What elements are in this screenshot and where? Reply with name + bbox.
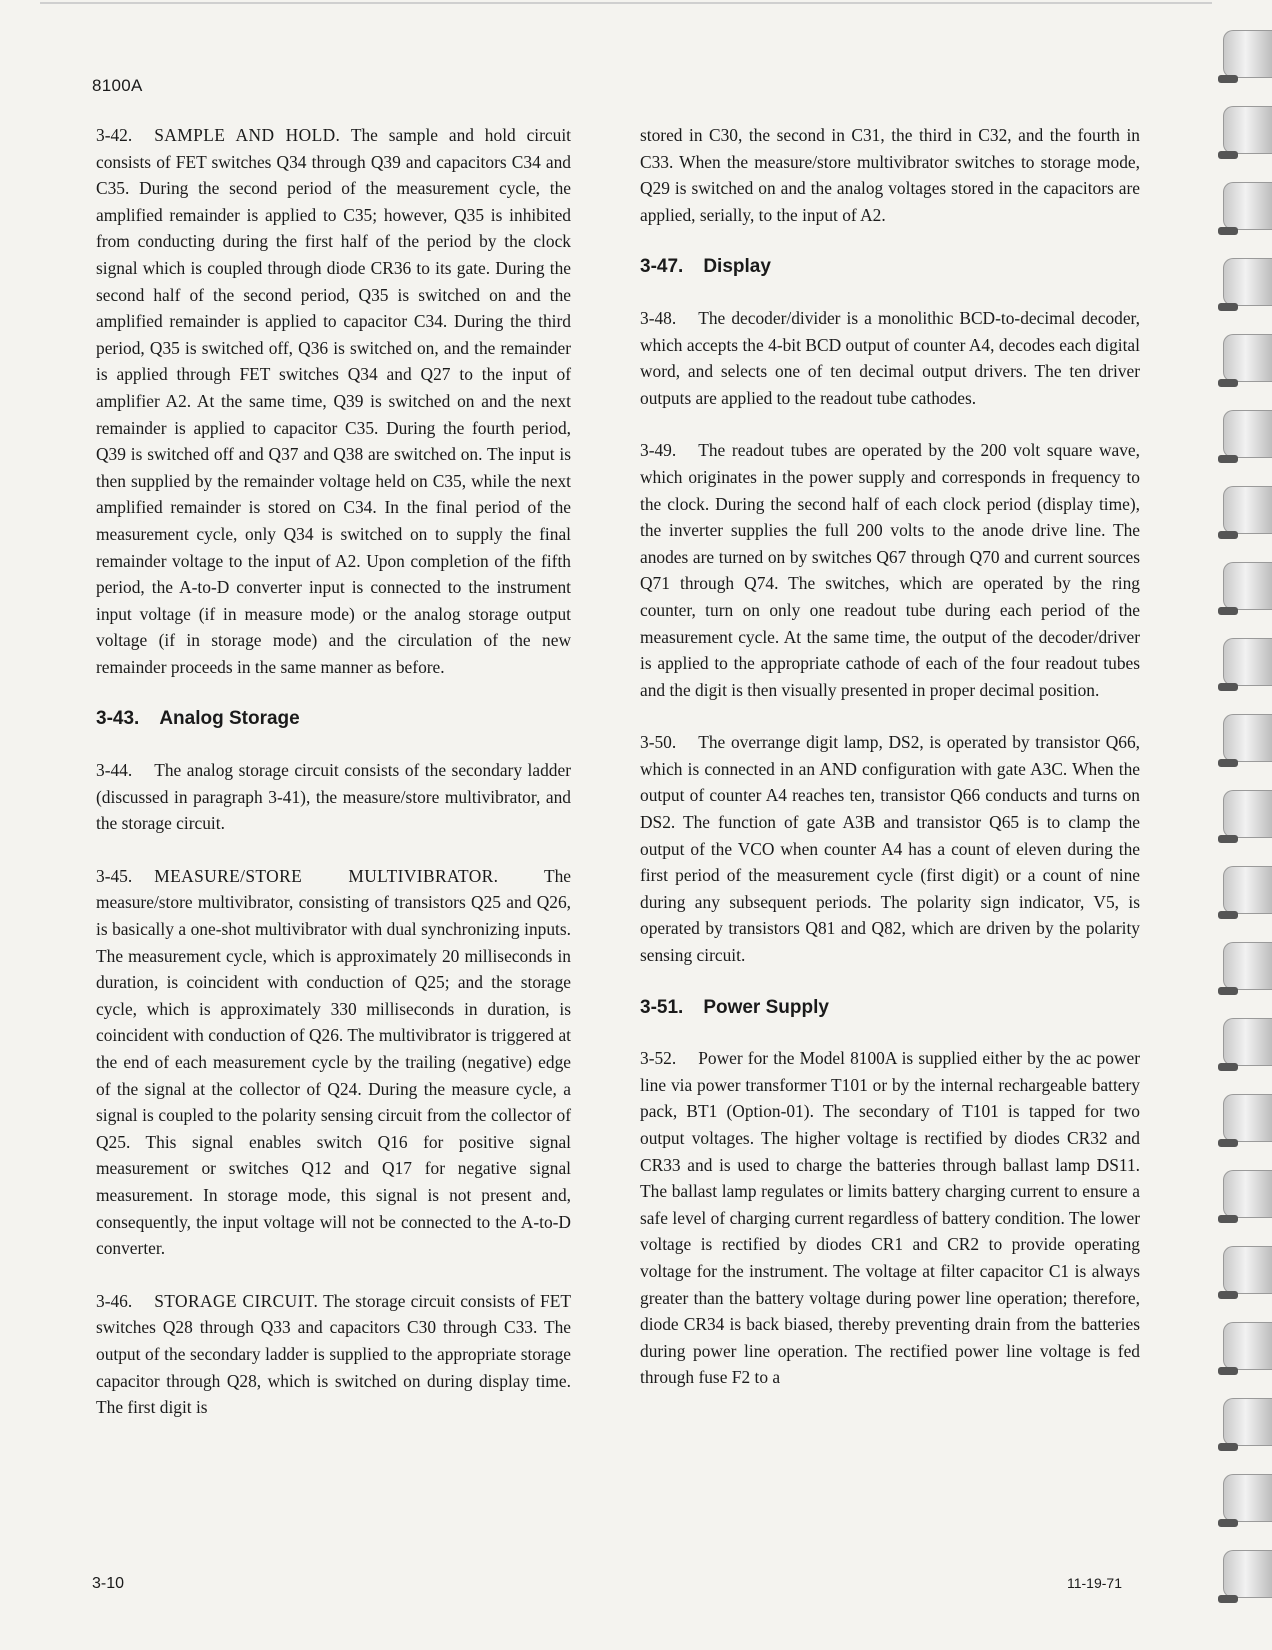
section-title: Analog Storage: [159, 708, 300, 730]
binding-ring: [1223, 1094, 1272, 1142]
paragraph-3-46: [96, 1288, 571, 1421]
paragraph-text: stored in C30, the second in C31, the third in C32, and the fourth in C33. When the measure/store multivibrator switches to storage mode, Q29 is switched on and the analog voltages stored in the capacitors are applied, serially, to the input of A2.: [640, 125, 1140, 225]
paragraph-text: The analog storage circuit consists of the secondary ladder (discussed in paragraph 3-41), the measure/store multivibrator, and the storage circuit.: [96, 760, 571, 834]
binding-ring: [1223, 1398, 1272, 1446]
revision-date: 11-19-71: [1066, 1575, 1122, 1591]
paragraph-number: 3-42.: [96, 125, 133, 145]
paragraph-number: 3-45.: [96, 865, 133, 886]
paragraph-text: The storage circuit consists of FET switches Q28 through Q33 and capacitors C30 through C33. The output of the secondary ladder is supplied to the appropriate storage capacitor through Q28, which is switched on during display time. The first digit is: [96, 1290, 571, 1418]
paragraph-3-45: [96, 863, 571, 1262]
paragraph-number: 3-44.: [96, 760, 133, 781]
paragraph-3-49: [640, 437, 1140, 703]
paragraph-text: The measure/store multivibrator, consisting of transistors Q25 and Q26, is basically a one-shot multivibrator with dual synchronizing inputs. The measurement cycle, which is approximately 20 milliseconds in duration, is coincident with conduction of Q25; and the storage cycle, which is approximately 330 milliseconds in duration, is coincident with conduction of Q26. The multivibrator is triggered at the end of each measurement cycle by the trailing (negative) edge of the signal at the collector of Q24. During the measure cycle, a signal is coupled to the polarity sensing circuit from the collector of Q25. This signal enables switch Q16 for positive signal measurement or switches Q12 and Q17 for negative signal measurement. In storage mode, this signal is not present and, consequently, the input voltage will not be connected to the A-to-D converter.: [96, 865, 571, 1259]
section-title: Display: [703, 256, 771, 278]
paragraph-heading: STORAGE CIRCUIT.: [154, 1290, 319, 1311]
right-column: [640, 122, 1140, 1417]
paragraph-text: The sample and hold circuit consists of FET switches Q34 through Q39 and capacitors C34 and C35. During the second period of the measurement cycle, the amplified remainder is applied to C35; however, Q35 is inhibited from conducting during the first half of the period by the clock signal which is coupled through diode CR36 to its gate. During the second half of the second period, Q35 is switched on and the amplified remainder is applied to capacitor C34. During the third period, Q35 is switched off, Q36 is switched on, and the remainder is applied through FET switches Q34 and Q27 to the input of amplifier A2. At the same time, Q39 is switched on and the next remainder is applied to capacitor C35. During the fourth period, Q39 is switched off and Q37 and Q38 are switched on. The input is then supplied by the remainder voltage held on C35, while the next amplified remainder is stored on C34. In the final period of the measurement cycle, only Q34 is switched on to supply the final remainder voltage to the input of A2. Upon completion of the fifth period, the A-to-D converter input is connected to the instrument input voltage (if in measure mode) or the analog storage output voltage (if in storage mode) and the circulation of the new remainder proceeds in the same manner as before.: [96, 125, 571, 677]
binding-ring: [1223, 106, 1272, 154]
paragraph-3-44: [96, 757, 571, 837]
paragraph-heading: MEASURE/STORE MULTIVIBRATOR.: [154, 865, 499, 886]
paragraph-number: 3-52.: [640, 1048, 677, 1069]
binding-ring: [1223, 942, 1272, 990]
left-column: [96, 122, 571, 1447]
paragraph-number: 3-46.: [96, 1290, 133, 1311]
page-number: 3-10: [92, 1575, 125, 1592]
binding-ring: [1223, 1170, 1272, 1218]
top-rule: [40, 2, 1212, 4]
paragraph-3-48: [640, 305, 1140, 411]
section-number: 3-43.: [96, 708, 140, 730]
binding-ring: [1223, 1246, 1272, 1294]
binding-ring: [1223, 334, 1272, 382]
binding-ring: [1223, 790, 1272, 838]
paragraph-text: Power for the Model 8100A is supplied either by the ac power line via power transformer T101 or by the internal rechargeable battery pack, BT1 (Option-01). The secondary of T101 is tapped for two output voltages. The higher voltage is rectified by diodes CR32 and CR33 and is used to charge the batteries through ballast lamp DS11. The ballast lamp regulates or limits battery charging current to ensure a safe level of charging current regardless of battery condition. The lower voltage is rectified by diodes CR1 and CR2 to provide operating voltage for the instrument. The voltage at filter capacitor C1 is always greater than the battery voltage during power line operation; therefore, diode CR34 is back biased, thereby preventing drain from the batteries during power line operation. The rectified power line voltage is fed through fuse F2 to a: [640, 1048, 1140, 1388]
paragraph-text: The overrange digit lamp, DS2, is operated by transistor Q66, which is connected in an AND configuration with gate A3C. When the output of counter A4 reaches ten, transistor Q66 conducts and turns on DS2. The function of gate A3B and transistor Q65 is to clamp the output of the VCO when counter A4 has a count of eleven during the first period of the measurement cycle (first digit) or a count of nine during any subsequent periods. The polarity sign indicator, V5, is operated by transistors Q81 and Q82, which are driven by the polarity sensing circuit.: [640, 732, 1140, 966]
binding-ring: [1223, 638, 1272, 686]
section-title: Power Supply: [703, 996, 829, 1018]
section-number: 3-51.: [640, 996, 684, 1018]
binding-ring: [1223, 714, 1272, 762]
paragraph-3-46-continued: [640, 122, 1140, 228]
section-number: 3-47.: [640, 256, 684, 278]
document-id: 8100A: [92, 76, 143, 95]
binding-ring: [1223, 182, 1272, 230]
binding-ring: [1223, 1322, 1272, 1370]
paragraph-3-50: [640, 729, 1140, 968]
binding-ring: [1223, 866, 1272, 914]
paragraph-text: The readout tubes are operated by the 200 volt square wave, which originates in the power supply and corresponds in frequency to the clock. During the second half of each clock period (display time), the inverter supplies the full 200 volts to the anode drive line. The anodes are turned on by switches Q67 through Q70 and current sources Q71 through Q74. The switches, which are operated by the ring counter, turn on only one readout tube during each period of the measurement cycle. At the same time, the output of the decoder/driver is applied to the appropriate cathode of each of the four readout tubes and the digit is then visually presented in proper decimal position.: [640, 440, 1140, 700]
paragraph-number: 3-49.: [640, 440, 677, 461]
section-heading-analog-storage: [96, 706, 571, 733]
binding-ring: [1223, 1550, 1272, 1598]
section-heading-power-supply: [640, 995, 1140, 1022]
section-heading-display: [640, 254, 1140, 281]
binding-ring: [1223, 486, 1272, 534]
paragraph-3-52: [640, 1045, 1140, 1391]
binding-ring: [1223, 410, 1272, 458]
paragraph-heading: SAMPLE AND HOLD.: [154, 125, 341, 145]
paragraph-number: 3-50.: [640, 732, 677, 753]
binding-ring: [1223, 562, 1272, 610]
binding-ring: [1223, 1474, 1272, 1522]
binding-ring: [1223, 258, 1272, 306]
spiral-binding: [1202, 30, 1272, 1630]
paragraph-3-42: [96, 122, 571, 680]
paragraph-text: The decoder/divider is a monolithic BCD-to-decimal decoder, which accepts the 4-bit BCD output of counter A4, decodes each digital word, and selects one of ten decimal output drivers. The ten driver outputs are applied to the readout tube cathodes.: [640, 307, 1140, 408]
binding-ring: [1223, 1018, 1272, 1066]
paragraph-number: 3-48.: [640, 307, 677, 328]
binding-ring: [1223, 30, 1272, 78]
